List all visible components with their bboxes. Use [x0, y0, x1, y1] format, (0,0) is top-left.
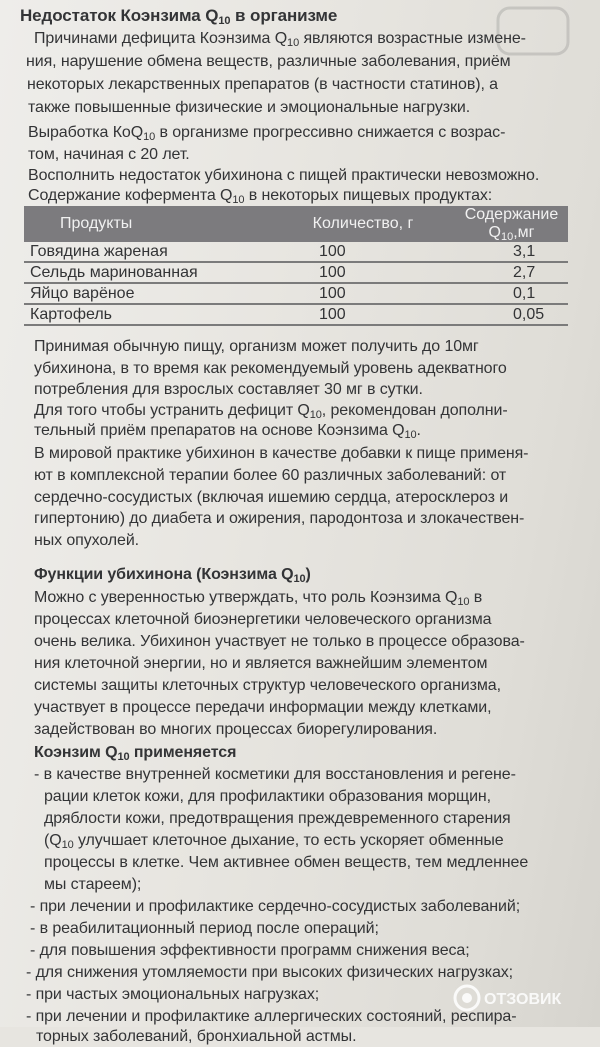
list-item-continuation: торных заболеваний, бронхиальной астмы. — [36, 1028, 357, 1045]
paragraph-line: процессах клеточной биоэнергетики человеческого организма — [34, 611, 492, 628]
paragraph-line: также повышенные физические и эмоциональные нагрузки. — [28, 99, 471, 116]
paragraph-line: некоторых лекарственных препаратов (в частности статинов), а — [27, 76, 498, 93]
table-row — [24, 283, 568, 304]
list-item-continuation: процессы в клетке. Чем активнее обмен веществ, тем медленнее — [44, 854, 529, 871]
paragraph-line: В мировой практике убихинон в качестве добавки к пище применя- — [34, 445, 529, 462]
table-row — [24, 242, 568, 262]
paragraph-line: тельный приём препаратов на основе Коэнзима $Q_{10}$. — [34, 422, 421, 441]
cell-content: 0,1 — [455, 283, 568, 304]
cell-amount: 100 — [271, 262, 455, 283]
paragraph-line: сердечно-сосудистых (включая ишемию сердца, атеросклероз и — [34, 489, 509, 506]
paragraph-line: Причинами дефицита Коэнзима $Q_{10}$ являются возрастные измене- — [34, 30, 526, 49]
list-item-continuation: дряблости кожи, предотвращения преждевременного старения — [44, 810, 511, 827]
cell-amount: 100 — [271, 242, 455, 262]
paragraph-line: убихинона, в то время как рекомендуемый уровень адекватного — [34, 360, 507, 377]
show-through-mark — [488, 0, 578, 62]
paragraph-line: Восполнить недостаток убихинона с пищей практически невозможно. — [28, 167, 540, 184]
paragraph-line: потребления для взрослых составляет 30 мг в сутки. — [34, 381, 423, 398]
paragraph-line: Принимая обычную пищу, организм может получить до 10мг — [34, 338, 479, 355]
table-header-row — [24, 206, 568, 242]
list-item: - для повышения эффективности программ снижения веса; — [30, 942, 470, 959]
paragraph-line: ния клеточной энергии, но и является важнейшим элементом — [34, 655, 488, 672]
cell-amount: 100 — [271, 283, 455, 304]
paragraph-line: Для того чтобы устранить дефицит $Q_{10}$, рекомендован дополни- — [34, 402, 508, 421]
column-header-content: Содержание $Q_{10},мг$ — [455, 206, 568, 242]
table-row — [24, 304, 568, 325]
paragraph-line: ния, нарушение обмена веществ, различные заболевания, приём — [26, 53, 511, 70]
column-header-products: Продукты — [24, 206, 271, 242]
cell-content: 2,7 — [455, 262, 568, 283]
column-header-amount: Количество, г — [271, 206, 455, 242]
paragraph-line: том, начиная с 20 лет. — [28, 146, 190, 163]
list-item: - в реабилитационный период после операций; — [30, 920, 379, 937]
list-item: - при лечении и профилактике аллергических состояний, респира- — [26, 1008, 517, 1025]
paragraph-line: Можно с уверенностью утверждать, что роль Коэнзима $Q_{10}$ в — [34, 589, 483, 608]
paragraph-line: Выработка КоQ$_{10}$ в организме прогрессивно снижается с возрас- — [28, 124, 506, 143]
paragraph-line: гипертонию) до диабета и ожирения, пародонтоза и злокачествен- — [34, 510, 525, 527]
cell-product: Картофель — [24, 304, 271, 325]
paragraph-line: участвует в процессе передачи информации между клетками, — [34, 699, 492, 716]
cell-amount: 100 — [271, 304, 455, 325]
cell-product: Яйцо варёное — [24, 283, 271, 304]
otzovik-logo-icon — [452, 983, 592, 1013]
cell-product: Сельдь маринованная — [24, 262, 271, 283]
paragraph-line: ют в комплексной терапии более 60 различных заболеваний: от — [34, 467, 507, 484]
paragraph-line: ных опухолей. — [34, 532, 140, 549]
table-caption: Содержание кофермента $Q_{10}$ в некоторых пищевых продуктах: — [28, 187, 493, 206]
list-item: - для снижения утомляемости при высоких физических нагрузках; — [26, 964, 513, 981]
list-item-continuation: мы стареем); — [44, 876, 142, 893]
paragraph-line: системы защиты клеточных структур человеческого организма, — [34, 677, 501, 694]
heading-functions: Функции убихинона (Коэнзима $Q_{10}$) — [34, 566, 311, 585]
paragraph-line: очень велика. Убихинон участвует не только в процессе образова- — [34, 633, 525, 650]
svg-text:ОТЗОВИК: ОТЗОВИК — [484, 991, 562, 1008]
list-item: - при частых эмоциональных нагрузках; — [26, 986, 320, 1003]
heading-usage: Коэнзим $Q_{10}$ применяется — [34, 744, 237, 763]
paragraph-line: задействован во многих процессах биорегулирования. — [34, 721, 438, 738]
cell-content: 3,1 — [455, 242, 568, 262]
heading-deficiency: Недостаток Коэнзима $Q_{10}$ в организме — [20, 6, 338, 27]
table-row — [24, 262, 568, 283]
cell-content: 0,05 — [455, 304, 568, 325]
list-item-continuation: ($Q_{10}$ улучшает клеточное дыхание, то есть ускоряет обменные — [44, 832, 504, 851]
list-item-continuation: рации клеток кожи, для профилактики образования морщин, — [44, 788, 492, 805]
cell-product: Говядина жареная — [24, 242, 271, 262]
list-item: - в качестве внутренней косметики для восстановления и регене- — [34, 766, 516, 783]
coq10-food-table — [24, 206, 568, 326]
list-item: - при лечении и профилактике сердечно-сосудистых заболеваний; — [30, 898, 521, 915]
